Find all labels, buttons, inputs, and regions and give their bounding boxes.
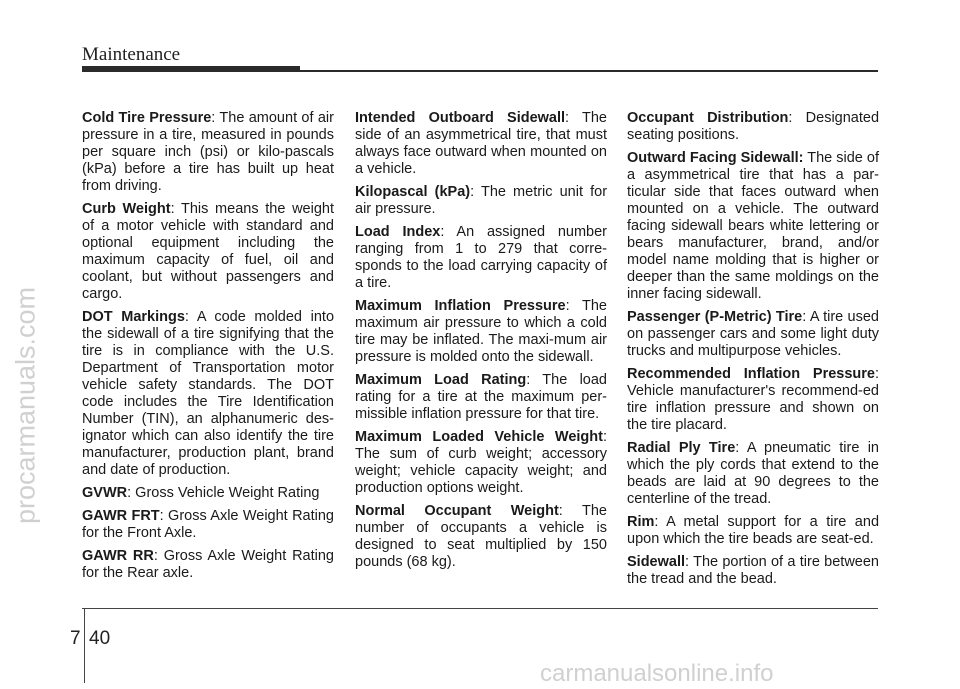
column-1	[82, 110, 334, 588]
column-2	[355, 110, 607, 577]
glossary-term: GAWR FRT	[82, 508, 160, 524]
glossary-term: Cold Tire Pressure	[82, 110, 212, 126]
glossary-entry	[355, 429, 607, 497]
glossary-entry	[355, 224, 607, 292]
glossary-entry	[82, 548, 334, 582]
glossary-definition: The amount of air pressure in a tire, measured in pounds per square inch (psi) or kilo-pascals (kPa) before a tire has built up heat from driving.	[82, 110, 334, 194]
glossary-term: Intended Outboard Sidewall	[355, 110, 566, 126]
glossary-separator: :	[153, 548, 164, 564]
glossary-entry	[355, 184, 607, 218]
glossary-term: Maximum Load Rating	[355, 372, 527, 388]
glossary-separator: :	[127, 485, 136, 501]
glossary-entry	[82, 508, 334, 542]
glossary-separator: :	[802, 309, 810, 325]
glossary-entry	[627, 309, 879, 360]
glossary-definition: Designated seating positions.	[627, 110, 880, 143]
glossary-definition: An assigned number ranging from 1 to 279 that corre-sponds to the load carrying capacity of a tire.	[355, 224, 607, 291]
column-3	[627, 110, 879, 594]
glossary-separator: :	[874, 366, 879, 382]
glossary-term: Radial Ply Tire	[627, 440, 736, 456]
glossary-definition: The side of an asymmetrical tire, that must always face outward when mounted on a vehicle.	[355, 110, 607, 177]
glossary-definition: The sum of curb weight; accessory weight; vehicle capacity weight; and production options weight.	[355, 446, 607, 496]
glossary-entry	[355, 503, 607, 571]
glossary-separator: :	[170, 201, 181, 217]
glossary-term: Rim	[627, 514, 655, 530]
glossary-entry	[82, 110, 334, 195]
side-watermark: procarmanuals.com	[10, 286, 41, 525]
glossary-term: Maximum Inflation Pressure	[355, 298, 566, 314]
glossary-entry	[627, 554, 879, 588]
glossary-entry	[355, 110, 607, 178]
glossary-entry	[627, 366, 879, 434]
glossary-term: Maximum Loaded Vehicle Weight	[355, 429, 603, 445]
glossary-definition: This means the weight of a motor vehicle with standard and optional equipment including the maximum capacity of fuel, oil and coolant, but without passengers and cargo.	[82, 201, 334, 302]
glossary-term: GVWR	[82, 485, 128, 501]
glossary-definition: A tire used on passenger cars and some light duty trucks and multipurpose vehicles.	[627, 309, 880, 359]
glossary-separator: :	[735, 440, 747, 456]
footer-tick	[84, 608, 85, 683]
glossary-term: Recommended Inflation Pressure	[627, 366, 875, 382]
glossary-entry	[82, 485, 334, 502]
glossary-separator: :	[211, 110, 220, 126]
glossary-separator: :	[565, 298, 582, 314]
glossary-entry	[627, 514, 879, 548]
glossary-term: DOT Markings	[82, 309, 185, 325]
glossary-entry	[82, 309, 334, 479]
glossary-separator: :	[159, 508, 169, 524]
glossary-entry	[627, 150, 879, 303]
glossary-entry	[355, 372, 607, 423]
glossary-separator: :	[788, 110, 806, 126]
page-header-title: Maintenance	[82, 44, 181, 65]
glossary-definition: A metal support for a tire and upon which the tire beads are seat-ed.	[627, 514, 880, 547]
glossary-entry	[82, 201, 334, 303]
glossary-separator: :	[440, 224, 457, 240]
glossary-definition: A code molded into the sidewall of a tire signifying that the tire is in compliance with the U.S. Department of Transportation motor vehicle safety standards. The DOT code includes the Tire Identification Number (TIN), an alphanumeric des-ignator which can also identify the tire manufacturer, production plant, brand and date of production.	[82, 309, 335, 478]
glossary-separator: :	[565, 110, 582, 126]
glossary-separator: :	[654, 514, 667, 530]
glossary-term: Kilopascal (kPa)	[355, 184, 471, 200]
glossary-definition: The number of occupants a vehicle is designed to seat multiplied by 150 pounds (68 kg).	[355, 503, 607, 570]
glossary-definition: Gross Axle Weight Rating for the Rear axle.	[82, 548, 334, 581]
glossary-term: Sidewall	[627, 554, 686, 570]
glossary-entry	[627, 110, 879, 144]
glossary-separator: :	[470, 184, 481, 200]
glossary-term: Load Index	[355, 224, 441, 240]
glossary-separator: :	[526, 372, 543, 388]
page-number: 40	[89, 628, 111, 649]
glossary-term: Occupant Distribution	[627, 110, 789, 126]
glossary-definition: The metric unit for air pressure.	[355, 184, 608, 217]
header-rule-thick	[82, 66, 300, 72]
glossary-separator: :	[602, 429, 607, 445]
glossary-term: GAWR RR	[82, 548, 154, 564]
glossary-definition: Gross Axle Weight Rating for the Front Axle.	[82, 508, 334, 541]
glossary-term: Curb Weight	[82, 201, 171, 217]
footer-rule	[82, 608, 878, 609]
glossary-definition: The portion of a tire between the tread and the bead.	[627, 554, 879, 587]
glossary-term: Outward Facing Sidewall:	[627, 150, 804, 166]
glossary-separator: :	[558, 503, 582, 519]
bottom-watermark: carmanualsonline.info	[540, 660, 774, 687]
glossary-term: Passenger (P-Metric) Tire	[627, 309, 803, 325]
glossary-entry	[627, 440, 879, 508]
chapter-number: 7	[70, 628, 81, 649]
glossary-separator: :	[685, 554, 694, 570]
glossary-definition: Gross Vehicle Weight Rating	[135, 485, 320, 501]
header-rule-thin	[300, 70, 878, 72]
glossary-definition: The maximum air pressure to which a cold tire may be inflated. The maxi-mum air pressure is molded onto the sidewall.	[355, 298, 607, 365]
glossary-definition: Vehicle manufacturer's recommend-ed tire inflation pressure and shown on the tire placard.	[627, 383, 879, 433]
glossary-definition: The side of a asymmetrical tire that has a par-ticular side that faces outward when mounted on a vehicle. The outward facing sidewall bears white lettering or bears manufacturer, brand, and/or model name molding that is higher or deeper than the same moldings on the inner facing sidewall.	[627, 150, 879, 302]
glossary-term: Normal Occupant Weight	[355, 503, 559, 519]
glossary-entry	[355, 298, 607, 366]
glossary-definition: A pneumatic tire in which the ply cords that extend to the beads are laid at 90 degrees to the centerline of the tread.	[627, 440, 879, 507]
glossary-definition: The load rating for a tire at the maximum per-missible inflation pressure for that tire.	[355, 372, 607, 422]
glossary-separator: :	[184, 309, 197, 325]
